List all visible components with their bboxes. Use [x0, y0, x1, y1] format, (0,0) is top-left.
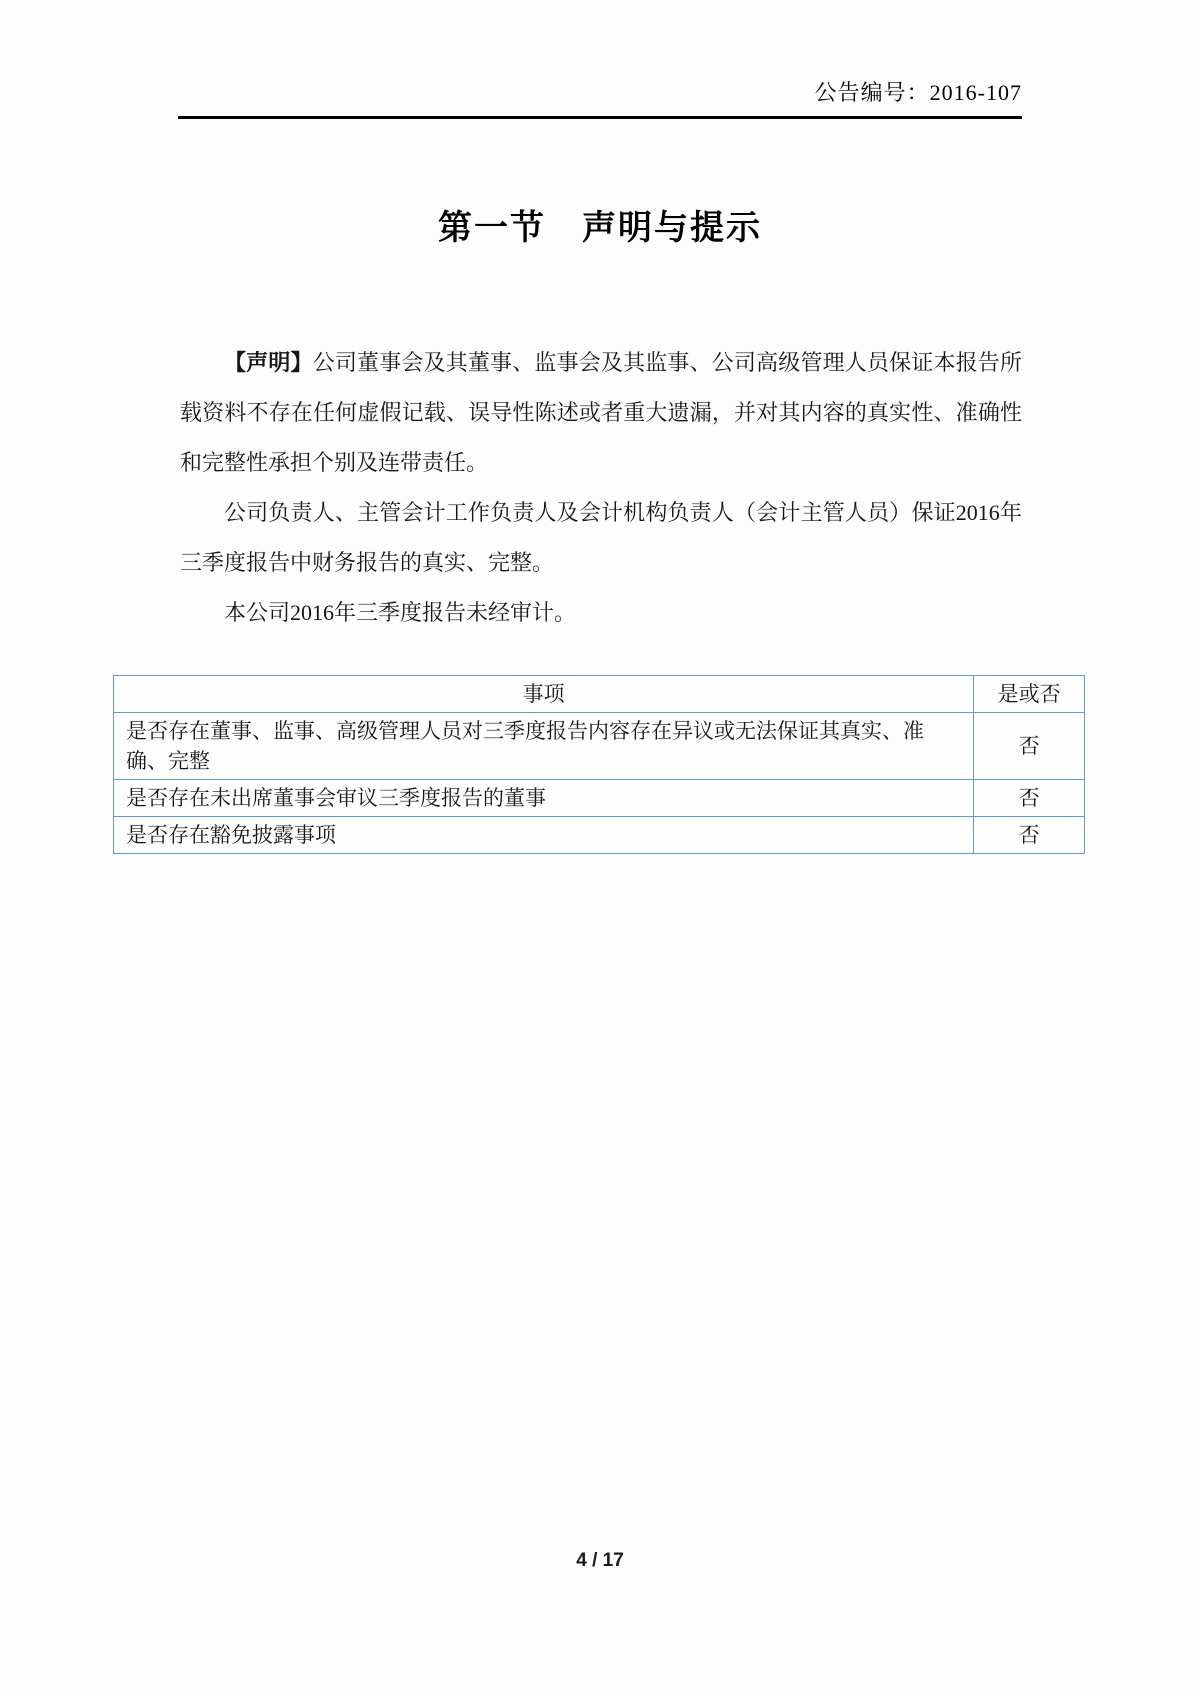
- item-cell: 是否存在豁免披露事项: [114, 817, 974, 854]
- answer-cell: 否: [974, 780, 1085, 817]
- items-table-container: [113, 675, 1085, 854]
- table-row: [114, 817, 1085, 854]
- answer-cell: 否: [974, 713, 1085, 780]
- column-header-yesno: 是或否: [974, 676, 1085, 713]
- item-cell: 是否存在董事、监事、高级管理人员对三季度报告内容存在异议或无法保证其真实、准确、完整: [114, 713, 974, 780]
- document-body: [180, 338, 1022, 638]
- declaration-label: 【声明】: [224, 350, 313, 375]
- table-header-row: [114, 676, 1085, 713]
- declaration-paragraph: [180, 338, 1022, 488]
- document-header: [178, 76, 1022, 119]
- page-title: 第一节 声明与提示: [438, 209, 762, 247]
- table-row: [114, 713, 1085, 780]
- responsibility-paragraph: 公司负责人、主管会计工作负责人及会计机构负责人（会计主管人员）保证2016年三季度报告中财务报告的真实、完整。: [180, 500, 1022, 575]
- item-cell: 是否存在未出席董事会审议三季度报告的董事: [114, 780, 974, 817]
- table-row: [114, 780, 1085, 817]
- column-header-item: 事项: [114, 676, 974, 713]
- page-number: 4 / 17: [576, 1550, 624, 1571]
- declaration-text: 公司董事会及其董事、监事会及其监事、公司高级管理人员保证本报告所载资料不存在任何虚假记载、误导性陈述或者重大遗漏，并对其内容的真实性、准确性和完整性承担个别及连带责任。: [180, 350, 1022, 475]
- announcement-number: 公告编号：2016-107: [814, 80, 1022, 105]
- unaudited-paragraph: 本公司2016年三季度报告未经审计。: [224, 600, 577, 625]
- answer-cell: 否: [974, 817, 1085, 854]
- page-footer: [0, 1550, 1200, 1572]
- items-table: [113, 675, 1085, 854]
